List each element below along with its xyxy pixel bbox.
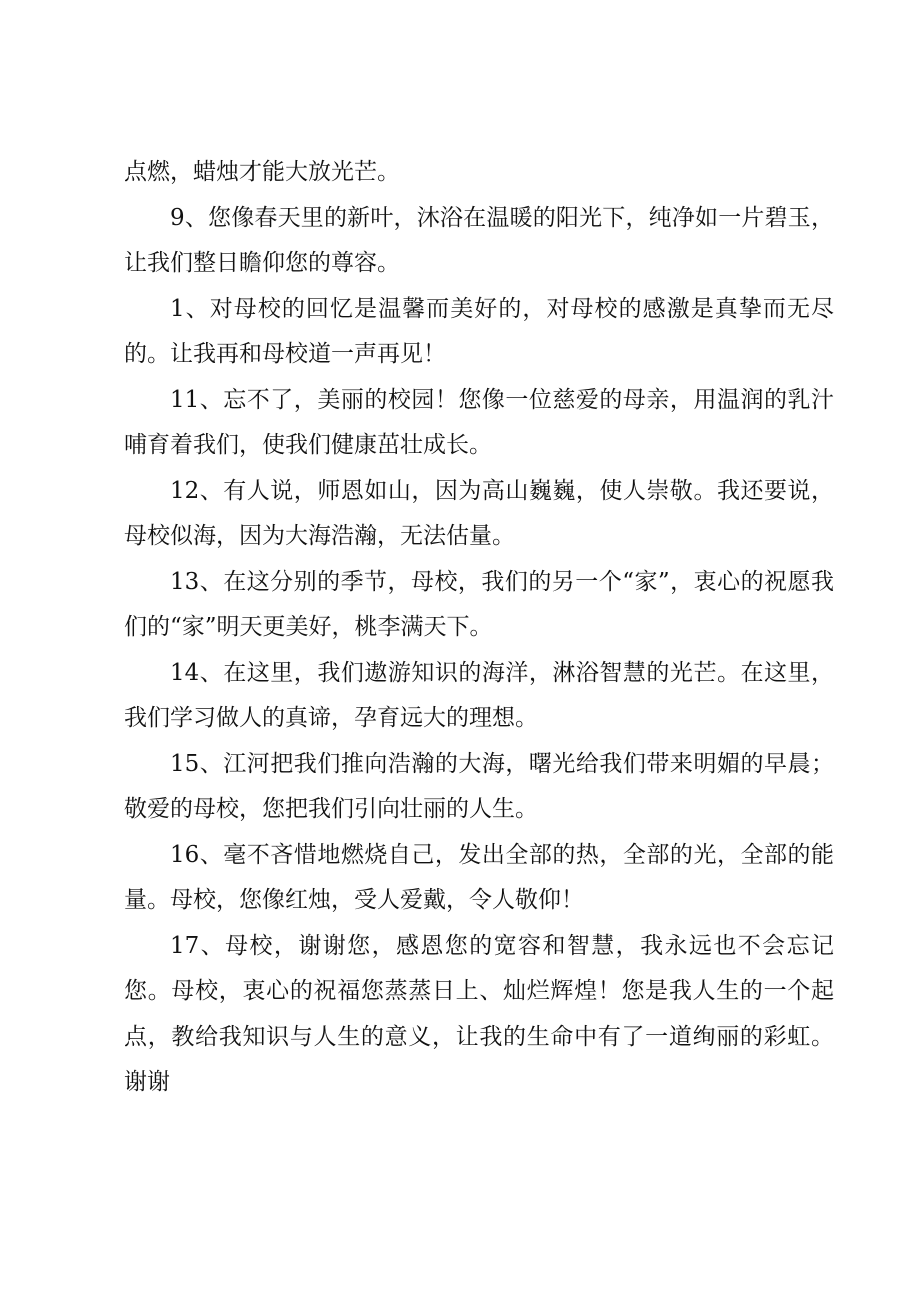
document-body (124, 150, 834, 1106)
paragraph-4: 11、忘不了，美丽的校园！您像一位慈爱的母亲，用温润的乳汁哺育着我们，使我们健康茁壮成长。 (124, 386, 834, 458)
paragraph-8: 15、江河把我们推向浩瀚的大海，曙光给我们带来明媚的早晨；敬爱的母校，您把我们引向壮丽的人生。 (124, 750, 834, 822)
paragraph-2: 9、您像春天里的新叶，沐浴在温暖的阳光下，纯净如一片碧玉，让我们整日瞻仰您的尊容。 (124, 204, 834, 276)
paragraph-7: 14、在这里，我们遨游知识的海洋，淋浴智慧的光芒。在这里，我们学习做人的真谛，孕育远大的理想。 (124, 659, 834, 731)
paragraph-10: 17、母校，谢谢您，感恩您的宽容和智慧，我永远也不会忘记您。母校，衷心的祝福您蒸蒸日上、灿烂辉煌！您是我人生的一个起点，教给我知识与人生的意义，让我的生命中有了一道绚丽的彩虹。谢谢 (124, 932, 834, 1095)
paragraph-9: 16、毫不吝惜地燃烧自己，发出全部的热，全部的光，全部的能量。母校，您像红烛，受人爱戴，令人敬仰！ (124, 841, 834, 913)
paragraph-3: 1、对母校的回忆是温馨而美好的，对母校的感激是真挚而无尽的。让我再和母校道一声再见！ (124, 295, 834, 367)
paragraph-1: 点燃，蜡烛才能大放光芒。 (124, 159, 400, 185)
paragraph-5: 12、有人说，师恩如山，因为高山巍巍，使人崇敬。我还要说，母校似海，因为大海浩瀚，无法估量。 (124, 477, 834, 549)
paragraph-6: 13、在这分别的季节，母校，我们的另一个“家”，衷心的祝愿我们的“家”明天更美好，桃李满天下。 (124, 568, 834, 640)
